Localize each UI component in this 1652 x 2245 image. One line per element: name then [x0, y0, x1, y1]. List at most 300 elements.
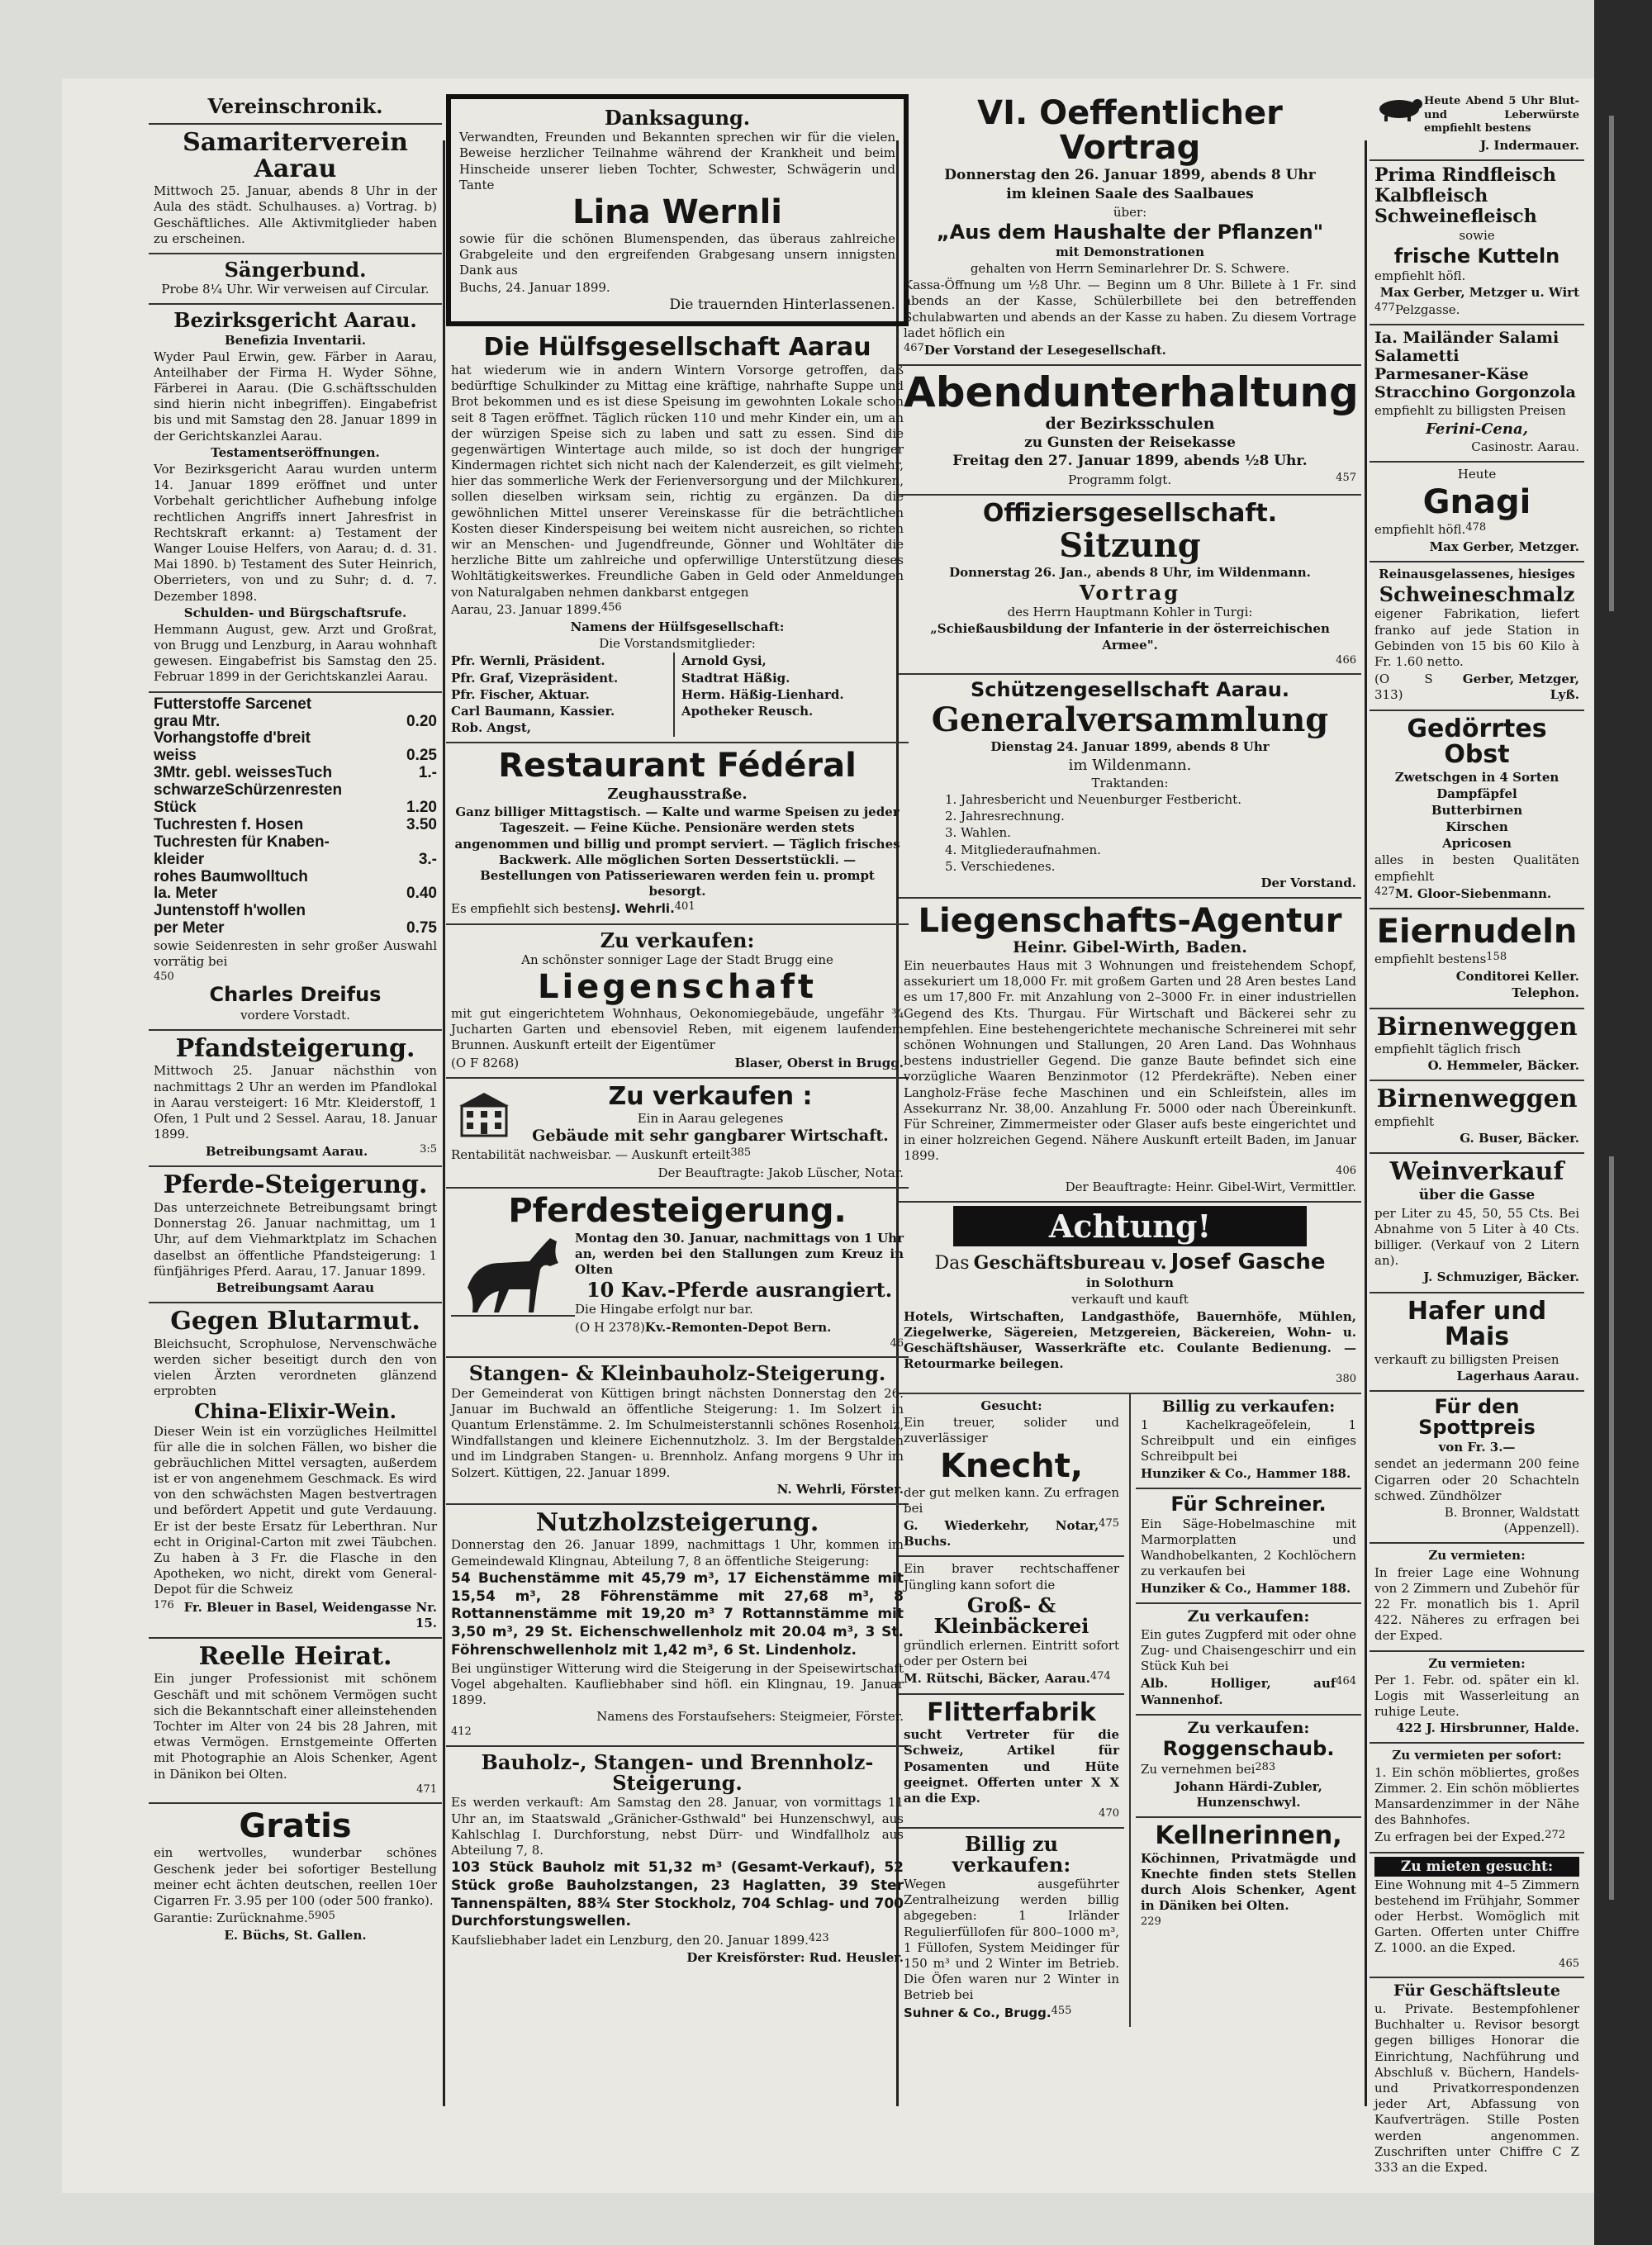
member-name: Rob. Angst,: [451, 720, 532, 736]
ad-number: 427: [1374, 885, 1395, 898]
ad-title: Die Hülfsgesellschaft Aarau: [483, 333, 871, 363]
ad-title: Gnagi: [1422, 482, 1531, 521]
ad-location: in Solothurn: [1086, 1275, 1174, 1291]
ad-danksagung: [446, 94, 909, 326]
ad-date: Dienstag 24. Januar 1899, abends 8 Uhr: [990, 738, 1270, 754]
ad-address: vordere Vorstadt.: [240, 1007, 350, 1023]
price-value: 1.20: [406, 798, 437, 816]
ad-title: Zu verkaufen:: [1187, 1718, 1310, 1737]
product-line: Butterbirnen: [1431, 802, 1523, 818]
horse-icon: [451, 1230, 575, 1321]
ad-kellnerinnen: [1136, 1818, 1361, 1934]
ad-body: des Herrn Hauptmann Kohler in Turgi:: [1007, 605, 1253, 620]
price-row: [154, 748, 437, 765]
price-label: kleider: [154, 850, 205, 868]
ad-title: Zu mieten gesucht:: [1374, 1857, 1579, 1877]
scan-margin: [1594, 0, 1652, 2245]
ad-signature: Blaser, Oberst in Brugg.: [734, 1055, 904, 1070]
ad-body: gehalten von Herrn Seminarlehrer Dr. S. Schwere.: [970, 261, 1290, 277]
price-label: Tuchresten f. Hosen: [154, 815, 304, 833]
price-value: 0.75: [406, 919, 437, 937]
ad-number: 423: [808, 1932, 829, 1945]
ad-title: Zu verkaufen:: [600, 928, 755, 952]
ad-signature: Hunziker & Co., Hammer 188.: [1141, 1580, 1351, 1596]
ad-number: 475: [1099, 1516, 1119, 1530]
ad-signature: N. Wehrli, Förster.: [776, 1481, 904, 1497]
column-rule: [1365, 140, 1367, 2106]
product-list: [1374, 166, 1579, 226]
price-label: rohes Baumwolltuch: [154, 867, 308, 885]
ad-code: (O F 8268): [451, 1055, 520, 1070]
ad-number: 272: [1545, 1829, 1566, 1842]
ad-product: frische Kutteln: [1393, 244, 1560, 268]
ad-title: Weinverkauf: [1389, 1157, 1564, 1187]
product-line: Apricosen: [1442, 836, 1512, 852]
ad-body: Bei ungünstiger Witterung wird die Steigerung in der Speisewirtschaft Vogel abgehalten. Kaufliebhaber sind höfl. ein Klingnau, 19. Januar 1899.: [451, 1660, 904, 1707]
ad-signature: M. Gloor-Siebenmann.: [1394, 885, 1552, 901]
ad-number: 465: [1559, 1957, 1579, 1970]
ad-signature: G. Wiederkehr, Notar, Buchs.: [904, 1517, 1099, 1550]
ad-title: Pfandsteigerung.: [175, 1033, 415, 1063]
ad-signature: Charles Dreifus: [209, 983, 382, 1007]
ad-number: 474: [1089, 1670, 1111, 1683]
ad-location: im kleinen Saale des Saalbaues: [1006, 185, 1254, 202]
ad-signature: Gerber, Metzger, Lyß.: [1462, 672, 1579, 703]
ad-baeckerei: [899, 1557, 1124, 1694]
ad-signature: G. Buser, Bäcker.: [1460, 1131, 1579, 1146]
price-row: [154, 852, 437, 869]
member-name: Pfr. Graf, Vizepräsident.: [451, 670, 619, 686]
ad-line: [904, 1250, 1356, 1274]
ad-signature: J. Indermauer.: [1479, 137, 1579, 153]
ad-body: eigener Fabrikation, liefert franko auf jede Station in Gebinden von 15 bis 60 Kilo à Fr. 1.60 netto.: [1374, 606, 1579, 669]
ad-pferdesteigerung: [446, 1189, 909, 1359]
ad-subtitle: Vortrag: [1079, 581, 1181, 605]
price-label: 3Mtr. gebl. weissesTuch: [154, 764, 333, 782]
ad-fleisch: [1370, 161, 1584, 325]
price-label: la. Meter: [154, 885, 218, 903]
ad-body: sowie für die schönen Blumenspenden, das überaus zahlreiche Grabgeleite und den ergreifenden Grabgesang unsern innigsten Dank aus: [459, 230, 895, 278]
ad-body: Programm folgt.: [1068, 472, 1172, 488]
ad-body: Heute Abend 5 Uhr Blut- und Leberwürste empfiehlt bestens: [1424, 95, 1579, 135]
ad-subtitle: Schulden- und Bürgschaftsrufe.: [183, 605, 407, 620]
ad-body: Kassa-Öffnung um ½8 Uhr. — Beginn um 8 Uhr. Billete à 1 Fr. sind abends an der Kasse, Schülerbillete bei den betreffenden Schulabwarten und abends an der Kasse zu haben. Zu diesem Vortrage ladet höflich ein: [904, 278, 1356, 340]
column-rule: [443, 140, 445, 2106]
ad-pre: Gesucht:: [980, 1398, 1042, 1414]
ad-body: ein wertvolles, wunderbar schönes Geschenk jeder bei sofortiger Bestellung meiner echt ächten deutschen, reellen 10er Cigarren Fr. 3.95 per 100 (oder 500 franko).: [154, 1845, 437, 1908]
ad-nutzholzsteigerung: [446, 1505, 909, 1747]
ad-vereinschronik: [149, 91, 442, 125]
ad-text: Das: [934, 1253, 970, 1274]
ad-title: Schweineschmalz: [1379, 582, 1575, 607]
ad-signature: Conditorei Keller.: [1455, 969, 1579, 985]
ad-pferde-steigerung: [149, 1167, 442, 1303]
price-label: Vorhangstoffe d'breit: [154, 729, 311, 748]
ad-gedoerrtes-obst: [1370, 711, 1584, 910]
ad-topic: „Schießausbildung der Infanterie in der österreichischen Armee".: [930, 621, 1330, 653]
ad-price: von Fr. 3.—: [1438, 1440, 1516, 1455]
ad-billig-kachel: [1136, 1394, 1361, 1489]
ad-abendunterhaltung: [899, 366, 1361, 496]
ad-title: Birnenweggen: [1376, 1085, 1578, 1114]
ad-subtitle: Generalversammlung: [931, 700, 1329, 739]
ad-birnenweggen-2: [1370, 1081, 1584, 1154]
ad-number: 283: [1255, 1760, 1276, 1773]
ad-zugpferd: [1136, 1604, 1361, 1716]
ad-saengerbund: [149, 254, 442, 305]
ad-subtitle: über die Gasse: [1418, 1186, 1536, 1203]
ad-flitterfabrik: [899, 1695, 1124, 1829]
ad-number: 457: [1336, 472, 1356, 485]
ad-subtitle: Die Vorstandsmitglieder:: [599, 636, 756, 652]
ad-signature: J. Schmuziger, Bäcker.: [1423, 1270, 1579, 1285]
ad-bezirksgericht: [149, 305, 442, 692]
ad-signature: Betreibungsamt Aarau.: [205, 1144, 368, 1160]
ad-topic: „Aus dem Haushalte der Pflanzen": [936, 220, 1324, 244]
ad-signature: Zu erfragen bei der Exped.: [1374, 1830, 1545, 1845]
ad-body: Probe 8¼ Uhr. Wir verweisen auf Circular.: [161, 282, 430, 297]
ad-number: 385: [730, 1146, 752, 1160]
ad-place-date: Aarau, 23. Januar 1899.: [451, 601, 601, 617]
ad-liegenschafts-agentur: [899, 899, 1361, 1203]
ad-body: Der Gemeinderat von Küttigen bringt nächsten Donnerstag den 26. Januar im Buchwald an öffentliche Steigerung: 1. Im Solzert in Quantum Erlenstämme. 2. Im Schulmeisterstannli schönes Rosenholz, Windfallstangen und kleinere Eichennutzholz. 3. Im der Bergstalden und im Lindgraben Stangen- u. Brennholz. Anfang morgens 9 Uhr im Solzert. Küttigen, 22. Januar 1899.: [451, 1385, 904, 1480]
ad-number: 5905: [307, 1910, 335, 1923]
product-line: Schweinefleisch: [1374, 206, 1537, 228]
ad-schweineschmalz: [1370, 562, 1584, 711]
ad-title: Hafer und Mais: [1407, 1296, 1547, 1351]
ad-place-date: Buchs, 24. Januar 1899.: [459, 279, 610, 295]
ad-body: Ein in Aarau gelegenes: [637, 1111, 784, 1127]
ad-body: Die Hingabe erfolgt nur bar.: [575, 1302, 753, 1317]
ad-signature: Der Beauftragte: Jakob Lüscher, Notar.: [657, 1165, 904, 1180]
column-3: [899, 91, 1361, 2114]
ad-liegenschaft-brugg: [446, 925, 909, 1079]
product-list: [1374, 330, 1579, 401]
ad-title: Samariterverein Aarau: [183, 128, 408, 183]
ad-title: Gratis: [239, 1807, 352, 1846]
ad-achtung-gasche: [899, 1203, 1361, 1394]
ad-body: empfiehlt höfl.: [1374, 268, 1466, 283]
ad-body: zu Gunsten der Reisekasse: [1024, 434, 1236, 451]
price-value: 3.50: [406, 815, 437, 833]
ad-body: mit gut eingerichtetem Wohnhaus, Oekonomiegebäude, ungefähr ¾ Jucharten Garten und ebensoviel Reben, mit eigenem laufendem Brunnen. Auskunft erteilt der Eigentümer: [451, 1005, 904, 1053]
ad-title: Gedörrtes Obst: [1407, 714, 1547, 769]
ad-body: Zu vernehmen bei: [1141, 1761, 1256, 1777]
price-label: Futterstoffe Sarcenet: [154, 695, 312, 713]
ad-title: Birnenweggen: [1376, 1012, 1578, 1042]
ad-signature: 422 J. Hirsbrunner, Halde.: [1396, 1721, 1579, 1736]
ad-knecht: [899, 1394, 1124, 1557]
price-label: Stück: [154, 798, 197, 816]
ad-signature: Die trauernden Hinterlassenen.: [669, 296, 895, 313]
ad-signature: J. Wehrli.: [611, 901, 675, 917]
ad-pfandsteigerung: [149, 1031, 442, 1168]
ad-stoffe: [149, 693, 442, 1031]
ad-body: Hemmann August, gew. Arzt und Großrat, von Brugg und Lenzburg, in Aarau wohnhaft gewesen. Eingabefrist bis Samstag den 25. Februar 1899 in der Gerichtskanzlei Aarau.: [154, 621, 437, 685]
ad-number: 470: [1099, 1807, 1119, 1820]
ad-body: Ein neuerbautes Haus mit 3 Wohnungen und freistehendem Schopf, assekuriert um 18,000 Fr. mit großem Garten und 28 Aren bestes Land es um 17,800 Fr. mit Anzahlung von 2–3000 Fr. in einer industriellen Gegend des Kts. Thurgau. Für Wirtschaft und Bäckerei sehr zu empfehlen. Eine bestehengerichtete mechanische Schreinerei mit sehr schönen Wohnungen und Stallungen, 20 Aren Land. Das Wohnhaus bestens industrieller Gegend. Die ganze Baute befindet sich eine vorzügliche Waaren Benzinmotor (12 Pferdekräfte). Neben einer Langholz-Fräse feche Maschinen und ein Schleifstein, alles im Assekurranz Nr. 38,00. Anzahlung Fr. 5000 oder nach Übereinkunft. Für Schreiner, Zimmermeister oder Glaser aufs beste eingerichtet und in einer holzreichen Gegend. Nähere Auskunft erteilt Baden, im Januar 1899.: [904, 958, 1356, 1164]
ad-title: Kellnerinnen,: [1155, 1821, 1342, 1851]
product-line: Ia. Mailänder Salami: [1374, 329, 1559, 348]
ad-subtitle: Heinr. Gibel-Wirth, Baden.: [1013, 938, 1247, 957]
ad-title: Gegen Blutarmut.: [170, 1307, 420, 1336]
member-list: [673, 653, 904, 737]
ad-signature: M. Rütschi, Bäcker, Aarau.: [904, 1671, 1090, 1687]
small-ads-grid: [899, 1394, 1361, 2027]
ad-signature: Suhner & Co., Brugg.: [904, 2005, 1051, 2020]
ad-body: mit Demonstrationen: [1055, 244, 1205, 259]
ad-title: Groß- & Kleinbäckerei: [933, 1592, 1089, 1638]
ad-body: Kaufsliebhaber ladet ein Lenzburg, den 20. Januar 1899.: [451, 1933, 809, 1948]
price-row: [154, 834, 437, 852]
ad-body: per Liter zu 45, 50, 55 Cts. Bei Abnahme von 5 Liter à 40 Cts. billiger. (Verkauf von 2 Litern an).: [1374, 1205, 1579, 1269]
ad-body: sowie: [1459, 228, 1495, 244]
ad-body: u. Private. Bestempfohlener Buchhalter u. Revisor besorgt gegen billiges Honorar die Einrichtung, Nachführung und Abschluß v. Büchern, Handels- und Privatkorrespondenzen jeder Art, Abfassung von Kaufverträgen. Stille Posten werden angenommen. Zuschriften unter Chiffre C Z 333 an die Exped.: [1374, 2001, 1579, 2175]
ad-body: An schönster sonniger Lage der Stadt Brugg eine: [521, 952, 833, 967]
ad-hafer-mais: [1370, 1293, 1584, 1392]
ad-date: Donnerstag 26. Jan., abends 8 Uhr, im Wildenmann.: [949, 564, 1311, 580]
ad-signature: Kv.-Remonten-Depot Bern.: [644, 1319, 832, 1335]
ad-number: 450: [154, 971, 174, 984]
ad-wirtschaft-aarau: [446, 1079, 909, 1189]
ad-body: Ein junger Professionist mit schönem Geschäft und mit schönem Vermögen sucht sich die Bekanntschaft einer alleinstehenden Tochter im Alter von 24 bis 28 Jahren, mit etwas Vermögen. Ernstgemeinte Offerten mit Photographie an Alois Schenker, Agent in Dänikon bei Olten.: [154, 1671, 437, 1782]
price-label: weiss: [154, 747, 197, 765]
ad-signature: Hunziker & Co., Hammer 188.: [1141, 1465, 1351, 1481]
ad-body: empfiehlt täglich frisch: [1374, 1042, 1521, 1057]
ad-product: Liegenschaft: [537, 967, 818, 1006]
scan-binding-bar: [1609, 1156, 1614, 1900]
price-value: 1.-: [418, 764, 437, 782]
ad-title: Achtung!: [953, 1206, 1307, 1246]
product-line: Kirschen: [1446, 819, 1508, 835]
ad-body: Ein gutes Zugpferd mit oder ohne Zug- und Chaisengeschirr und ein Stück Kuh bei: [1141, 1626, 1356, 1674]
column-1: [149, 91, 442, 2114]
ad-body: Das unterzeichnete Betreibungsamt bringt Donnerstag 26. Januar nachmittag, um 1 Uhr, auf dem Viehmarktplatz im Schachen daselbst an öffentliche Pfandsteigerung: 1 fünfjähriges Pferd. Aarau, 17. Januar 1899.: [154, 1199, 437, 1279]
ad-title: Stangen- & Kleinbauholz-Steigerung.: [468, 1361, 886, 1386]
price-row: [154, 885, 437, 903]
ad-subtitle: Testamentseröffnungen.: [211, 444, 380, 460]
ad-body: Ein treuer, solider und zuverlässiger: [904, 1415, 1119, 1446]
agenda-item: 4. Mitgliederaufnahmen.: [945, 842, 1101, 857]
ad-body: empfiehlt zu billigsten Preisen: [1374, 403, 1566, 419]
ad-title: Flitterfabrik: [927, 1697, 1096, 1727]
ad-body: sucht Vertreter für die Schweiz, Artikel für Posamenten und Hüte geeignet. Offerten unter X X an die Exp.: [904, 1727, 1119, 1806]
ad-note: Es empfiehlt sich bestens: [451, 901, 612, 917]
ad-title: Eiernudeln: [1376, 913, 1578, 951]
price-label: schwarzeSchürzenresten: [154, 781, 343, 800]
agenda-item: 5. Verschiedenes.: [945, 858, 1056, 874]
ad-title: Zu verkaufen:: [1187, 1607, 1310, 1626]
ad-body: Ganz billiger Mittagstisch. — Kalte und warme Speisen zu jeder Tageszeit. — Feine Küche. Pensionäre werden stets angenommen und billig und prompt serviert. — Täglich frisches Backwerk. Alle möglichen Sorten Dessertstückli. — Bestellungen von Patisseriewaren werden fein u. prompt besorgt.: [454, 804, 900, 899]
agenda-item: 2. Jahresrechnung.: [945, 809, 1065, 824]
ad-subtitle: Benefizia Inventarii.: [225, 332, 366, 348]
ad-signature: Namens des Forstaufsehers: Steigmeier, Förster.: [596, 1709, 904, 1725]
ad-number: 46: [890, 1336, 904, 1350]
agenda-list: [904, 792, 1356, 875]
ad-listing: 103 Stück Bauholz mit 51,32 m³ (Gesamt-Verkauf), 52 Stück große Bauholzstangen, 23 Haglatten, 39 Ster Tannenspälten, 88¾ Ster Stockholz, 704 Schlag- und 700 Durchforstungswellen.: [451, 1859, 904, 1930]
ad-body: Köchinnen, Privatmägde und Knechte finden stets Stellen durch Alois Schenker, Agent in Däniken bei Olten.: [1141, 1850, 1356, 1914]
ad-product: Gebäude mit sehr gangbarer Wirtschaft.: [532, 1127, 889, 1146]
ad-body: empfiehlt: [1374, 1113, 1435, 1129]
ad-number: 471: [416, 1782, 437, 1796]
ad-body: Mittwoch 25. Januar, abends 8 Uhr in der Aula des städt. Schulhauses. a) Vortrag. b) Geschäftliches. Alle Aktivmitglieder haben zu erscheinen.: [154, 183, 437, 246]
pig-icon: [1374, 94, 1424, 122]
ad-title: VI. Oeffentlicher Vortrag: [977, 94, 1283, 167]
ad-number: 229: [1141, 1915, 1161, 1928]
ad-phone: Telephon.: [1512, 985, 1579, 1001]
ad-vermieten-sofort: [1370, 1744, 1584, 1853]
product-line: Parmesaner-Käse: [1374, 365, 1529, 384]
ad-number: 401: [674, 900, 695, 914]
product-line: Prima Rindfleisch: [1374, 164, 1556, 187]
column-2: [446, 91, 909, 2114]
ad-title: Restaurant Fédéral: [498, 747, 857, 786]
ad-signature: Alb. Holliger, auf Wannenhof.: [1141, 1676, 1336, 1707]
ad-title: Danksagung.: [604, 106, 751, 130]
ad-number: 176: [154, 1598, 174, 1611]
product-line: Kalbfleisch: [1374, 185, 1488, 207]
ad-body: Zwetschgen in 4 Sorten: [1394, 769, 1559, 785]
agenda-item: 3. Wahlen.: [945, 825, 1011, 841]
ad-body: Mittwoch 25. Januar nächsthin von nachmittags 2 Uhr an werden im Pfandlokal in Aarau versteigert: 16 Mtr. Kleiderstoff, 1 Ofen, 1 Pult und 2 Sessel. Aarau, 18. Januar 1899.: [154, 1063, 437, 1142]
ad-signature: Der Beauftragte: Heinr. Gibel-Wirt, Vermittler.: [1065, 1179, 1356, 1195]
price-row: [154, 920, 437, 937]
ad-location: im Wildenmann.: [1068, 756, 1192, 774]
ad-eiernudeln: [1370, 909, 1584, 1009]
ad-body: Per 1. Febr. od. später ein kl. Logis mit Wasserleitung an ruhige Leute.: [1374, 1672, 1579, 1720]
section-title: Vereinschronik.: [207, 94, 383, 118]
ad-title: Billig zu verkaufen:: [952, 1831, 1071, 1877]
ad-listing: 54 Buchenstämme mit 45,79 m³, 17 Eichenstämme mit 15,54 m³, 28 Föhrenstämme mit 27,68 m³, 8 Rottannenstämme mit 19,20 m³ 7 Rottannstämme mit 3,50 m³, 29 St. Eichenschwellenholz mit 20.04 m³, 3 St. Föhrenschwellenholz mit 1,42 m³, 6 St. Lindenholz.: [451, 1569, 904, 1659]
member-name: Pfr. Fischer, Aktuar.: [451, 686, 590, 702]
ad-body: Es werden verkauft: Am Samstag den 28. Januar, von vormittags 11 Uhr an, im Staatswald „Gränicher-Gsthwald" bei Hunzenschwyl, aus Kahlschlag I. Durchforstung, nebst Dürr- und Windfallholz aus Abteilung 7, 8.: [451, 1795, 904, 1858]
building-icon: [455, 1089, 513, 1139]
ad-stangen-steigerung: [446, 1358, 909, 1505]
ad-bauholz-steigerung: [446, 1747, 909, 1972]
ad-signature: Fr. Bleuer in Basel, Weidengasse Nr. 15.: [183, 1599, 437, 1630]
ad-body: gründlich erlernen. Eintritt sofort oder per Ostern bei: [904, 1638, 1119, 1669]
ad-body: Donnerstag den 26. Januar 1899, nachmittags 1 Uhr, kommen im Gemeindewald Klingnau, Abteilung 7, 8 an öffentliche Steigerung:: [451, 1537, 904, 1569]
ad-body: Ein braver rechtschaffener Jüngling kann sofort die: [904, 1561, 1119, 1592]
ad-signature: Betreibungsamt Aarau: [216, 1279, 375, 1295]
ad-body: Vor Bezirksgericht Aarau wurden unterm 14. Januar 1899 eröffnet und unter Vorbehalt gerichtlicher Aufhebung infolge rechtlichen Angriffs innert Jahresfrist in Rechtskraft erkannt: a) Testament der Wanger Louise Helfers, von Aarau; d. d. 31. Mai 1890. b) Testament des Suter Heinrich, Oberrieters, von und zu Suhr; d. d. 7. Dezember 1898.: [154, 462, 437, 604]
ad-subtitle: Traktanden:: [1091, 775, 1169, 790]
price-label: grau Mtr.: [154, 712, 221, 730]
ad-body: Bleichsucht, Scrophulose, Nervenschwäche werden sicher beseitigt durch den von vielen Ärzten verordneten glänzend erprobten: [154, 1336, 437, 1399]
ad-text: Geschäftsbureau v.: [973, 1252, 1167, 1274]
ad-title: Zu vermieten:: [1428, 1548, 1526, 1564]
ad-schuetzengesellschaft: [899, 675, 1361, 899]
ad-title: Reelle Heirat.: [198, 1641, 392, 1671]
member-name: Pfr. Wernli, Präsident.: [451, 653, 605, 669]
ad-body: verkauft und kauft: [1071, 1292, 1189, 1308]
ad-body: 1 Kachelkrageöfelein, 1 Schreibpult und ein einfiges Schreibpult bei: [1141, 1417, 1356, 1464]
ad-body: sendet an jedermann 200 feine Cigarren oder 20 Schachteln schwed. Zündhölzer: [1374, 1456, 1579, 1503]
price-label: Juntenstoff h'wollen: [154, 902, 306, 920]
ad-blutarmut: [149, 1303, 442, 1639]
ad-heirat: [149, 1639, 442, 1804]
deceased-name: Lina Wernli: [572, 192, 783, 231]
price-label: Tuchresten für Knaben-: [154, 833, 330, 851]
ad-number: 3:5: [420, 1143, 437, 1156]
ad-body: Rentabilität nachweisbar. — Auskunft erteilt: [451, 1147, 731, 1163]
product-list: [1374, 786, 1579, 852]
ad-pre: Heute: [1457, 467, 1497, 482]
ad-body: Eine Wohnung mit 4–5 Zimmern bestehend im Frühjahr, Sommer oder Herbst. Womöglich mit Garten. Offerten unter Chiffre Z. 1000. an die Exped.: [1374, 1877, 1579, 1956]
ad-subtitle: Zeughausstraße.: [607, 786, 748, 804]
ad-signature: Der Vorstand der Lesegesellschaft.: [923, 343, 1166, 358]
ad-signature: O. Hemmeler, Bäcker.: [1427, 1058, 1579, 1074]
ad-note: Garantie: Zurücknahme.: [154, 1910, 308, 1926]
ad-mieten-gesucht: [1370, 1853, 1584, 1979]
ad-subtitle: Sitzung: [1059, 525, 1201, 565]
ad-body: hat wiederum wie in andern Wintern Vorsorge getroffen, daß bedürftige Schulkinder zu Mittag eine kräftige, nahrhafte Suppe und Brot bekommen und es ist diese Speisung im gewohnten Lokale schon seit 8 Tagen eröffnet. Täglich rücken 110 und mehr Kinder ein, um an der würzigen Speise sich zu laben und satt zu essen. Sind die gegenwärtigen Wintertage auch milde, so ist doch der hungriger Kindermagen richtet sich nicht nach der Kalenderzeit, es gilt vielmehr, hier das sommerliche Werk der Ferienversorgung und der Milchkuren, sollen dieselben wirksam sein, richtig zu ergänzen. Da die gewöhnlichen Mittel unserer Vereinskasse für die beträchtlichen Kosten dieser Kinderspeisung bei weitem nicht ausreichen, so richten wir an Menschen- und Jugendfreunde, Gönner und Wohltäter die herzliche Bitte um zahlreiche und opferwillige Unterstützung dieses Wohltätigkeitswerkes. Freundliche Gaben in Geld oder Anmeldungen von Naturalgaben nehmen dankbarst entgegen: [451, 362, 904, 600]
ad-signature: Der Vorstand.: [1260, 875, 1356, 890]
ad-title: Für Schreiner.: [1170, 1492, 1327, 1516]
price-value: 0.20: [406, 712, 437, 730]
ad-body: Montag den 30. Januar, nachmittags von 1 Uhr an, werden bei den Stallungen zum Kreuz in Olten: [575, 1230, 904, 1278]
product-line: Dampfäpfel: [1436, 786, 1517, 801]
price-row: [154, 782, 437, 800]
price-row: [154, 696, 437, 714]
price-row: [154, 800, 437, 817]
ad-offiziersgesellschaft: [899, 496, 1361, 675]
ad-title: Pferde-Steigerung.: [163, 1170, 428, 1200]
ad-signature: Max Gerber, Metzger u. Wirt: [1379, 284, 1579, 300]
ad-subtitle: der Bezirksschulen: [1045, 414, 1215, 433]
ad-body: 1. Ein schön möbliertes, großes Zimmer. 2. Ein schön möbliertes Mansardenzimmer in der Nähe des Bahnhofes.: [1374, 1764, 1579, 1828]
ad-address: Pelzgasse.: [1394, 302, 1460, 318]
ad-spottpreis: [1370, 1392, 1584, 1545]
ad-code: (O S 313): [1374, 672, 1433, 703]
ad-body: über:: [1113, 204, 1147, 220]
ad-title: Zu verkaufen :: [608, 1081, 813, 1111]
price-row: [154, 869, 437, 886]
ad-body: Ein Säge-Hobelmaschine mit Marmorplatten und Wandhobelkanten, 2 Kochlöchern zu verkaufen bei: [1141, 1516, 1356, 1579]
ad-address: Casinostr. Aarau.: [1471, 439, 1579, 455]
ad-vermieten-1: [1370, 1544, 1584, 1651]
ad-title: Sängerbund.: [224, 257, 367, 282]
ad-number: 406: [1336, 1165, 1356, 1178]
ad-oeffentlicher-vortrag: [899, 91, 1361, 366]
ad-number: 466: [1336, 653, 1356, 667]
ad-title: Offiziersgesellschaft.: [982, 499, 1278, 529]
ad-gratis: [149, 1804, 442, 1949]
price-value: 0.40: [406, 885, 437, 903]
price-row: [154, 765, 437, 782]
ad-body: sowie Seidenresten in sehr großer Auswahl vorrätig bei: [154, 938, 437, 970]
ad-number: 456: [601, 600, 622, 614]
scan-binding-bar: [1609, 116, 1614, 611]
ad-roggenschaub: [1136, 1716, 1361, 1819]
ad-body: empfiehlt höfl.: [1374, 521, 1466, 537]
ad-title: Nutzholzsteigerung.: [535, 1507, 819, 1537]
ad-title: Abendunterhaltung: [904, 368, 1359, 417]
small-ads-right: [1129, 1394, 1361, 2027]
member-name: Carl Baumann, Kassier.: [451, 703, 615, 719]
member-name: Arnold Gysi,: [681, 653, 767, 669]
ad-number: 478: [1465, 520, 1487, 534]
member-list: [451, 653, 673, 737]
ad-title: Bezirksgericht Aarau.: [173, 308, 417, 333]
ad-title: Für den Spottpreis: [1418, 1394, 1536, 1440]
ad-huelfsgesellschaft: [446, 330, 909, 743]
ad-vermieten-2: [1370, 1652, 1584, 1744]
ad-mailaender: [1370, 325, 1584, 463]
ad-product: China-Elixir-Wein.: [193, 1399, 397, 1424]
ad-billig-oefen: [899, 1829, 1124, 2027]
column-4: [1370, 91, 1584, 2175]
